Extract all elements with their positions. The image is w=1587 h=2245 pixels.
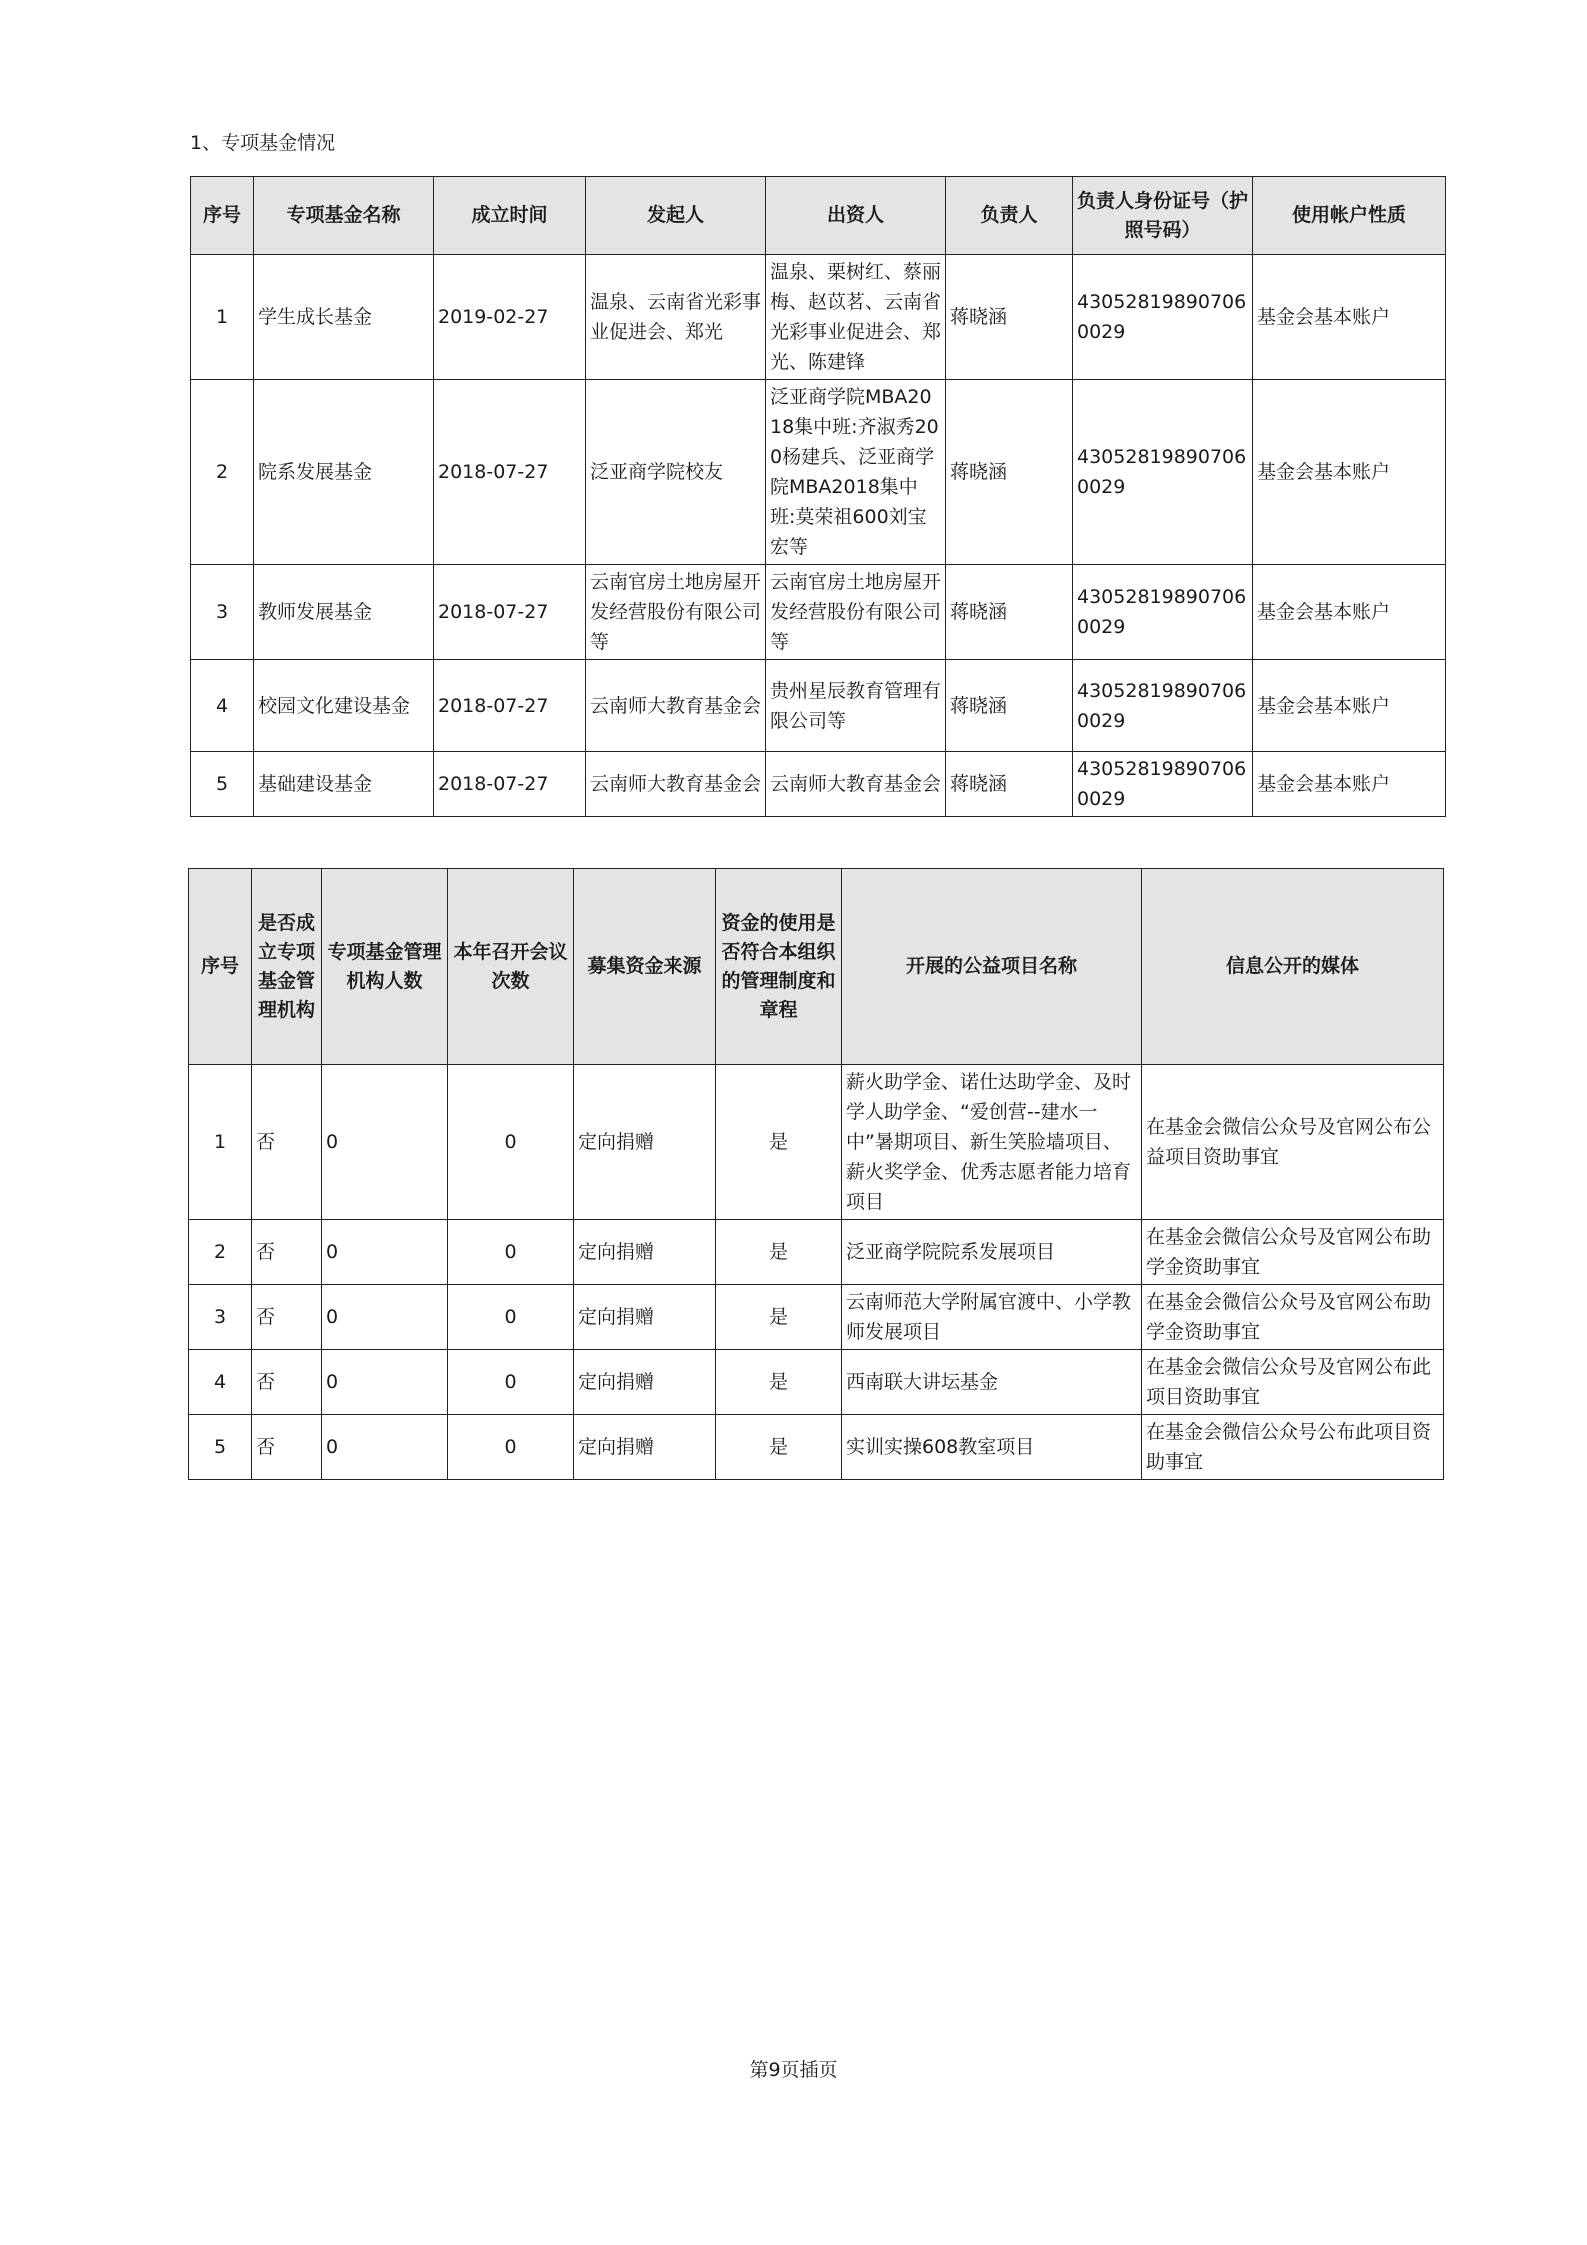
table-row: [191, 565, 1446, 660]
header-cell: 使用帐户性质: [1253, 177, 1446, 255]
table-cell: 云南师范大学附属官渡中、小学教师发展项目: [842, 1285, 1142, 1350]
table-cell: 1: [189, 1065, 252, 1220]
table-cell: 校园文化建设基金: [254, 660, 434, 752]
header-cell: 出资人: [766, 177, 946, 255]
header-cell: 负责人身份证号（护照号码）: [1073, 177, 1253, 255]
table-cell: 定向捐赠: [574, 1220, 716, 1285]
table-cell: 泛亚商学院MBA2018集中班:齐淑秀200杨建兵、泛亚商学院MBA2018集中班:莫荣祖600刘宝宏等: [766, 380, 946, 565]
header-cell: 是否成立专项基金管理机构: [252, 869, 322, 1065]
table-cell: 泛亚商学院院系发展项目: [842, 1220, 1142, 1285]
table-cell: 430528198907060029: [1073, 255, 1253, 380]
table-cell: 是: [716, 1285, 842, 1350]
table-cell: 430528198907060029: [1073, 752, 1253, 817]
table-cell: 云南师大教育基金会: [586, 660, 766, 752]
table-cell: 定向捐赠: [574, 1350, 716, 1415]
table-row: [189, 1350, 1444, 1415]
table-cell: 基金会基本账户: [1253, 255, 1446, 380]
table-cell: 2018-07-27: [434, 752, 586, 817]
header-cell: 序号: [191, 177, 254, 255]
table-row: [189, 1415, 1444, 1480]
table-cell: 0: [322, 1415, 448, 1480]
header-cell: 负责人: [946, 177, 1073, 255]
table-cell: 泛亚商学院校友: [586, 380, 766, 565]
table-cell: 430528198907060029: [1073, 380, 1253, 565]
table-cell: 是: [716, 1220, 842, 1285]
table-cell: 教师发展基金: [254, 565, 434, 660]
table-cell: 薪火助学金、诺仕达助学金、及时学人助学金、“爱创营--建水一中”暑期项目、新生笑脸墙项目、薪火奖学金、优秀志愿者能力培育项目: [842, 1065, 1142, 1220]
table-cell: 否: [252, 1350, 322, 1415]
table-cell: 贵州星辰教育管理有限公司等: [766, 660, 946, 752]
table-cell: 0: [448, 1415, 574, 1480]
table-cell: 0: [322, 1220, 448, 1285]
table-cell: 2018-07-27: [434, 380, 586, 565]
table-cell: 在基金会微信公众号及官网公布此项目资助事宜: [1142, 1350, 1444, 1415]
table-cell: 西南联大讲坛基金: [842, 1350, 1142, 1415]
table-cell: 基金会基本账户: [1253, 752, 1446, 817]
section-title: 1、专项基金情况: [190, 132, 336, 154]
table-row: [191, 660, 1446, 752]
table-cell: 在基金会微信公众号及官网公布助学金资助事宜: [1142, 1220, 1444, 1285]
table-cell: 蒋晓涵: [946, 380, 1073, 565]
table-row: [191, 380, 1446, 565]
table-cell: 0: [322, 1065, 448, 1220]
table-cell: 否: [252, 1415, 322, 1480]
table-cell: 云南官房土地房屋开发经营股份有限公司等: [586, 565, 766, 660]
header-cell: 信息公开的媒体: [1142, 869, 1444, 1065]
table-cell: 0: [448, 1220, 574, 1285]
table-cell: 温泉、云南省光彩事业促进会、郑光: [586, 255, 766, 380]
table-cell: 定向捐赠: [574, 1415, 716, 1480]
table-cell: 否: [252, 1065, 322, 1220]
header-cell: 序号: [189, 869, 252, 1065]
table-cell: 0: [322, 1285, 448, 1350]
table-cell: 学生成长基金: [254, 255, 434, 380]
table-cell: 430528198907060029: [1073, 565, 1253, 660]
page-footer: 第9页插页: [749, 2059, 838, 2081]
table-cell: 2018-07-27: [434, 565, 586, 660]
table-cell: 蒋晓涵: [946, 255, 1073, 380]
header-cell: 本年召开会议次数: [448, 869, 574, 1065]
table-row: [191, 752, 1446, 817]
table-cell: 基金会基本账户: [1253, 380, 1446, 565]
table-cell: 在基金会微信公众号及官网公布公益项目资助事宜: [1142, 1065, 1444, 1220]
table-cell: 5: [191, 752, 254, 817]
table-cell: 云南师大教育基金会: [766, 752, 946, 817]
table-cell: 1: [191, 255, 254, 380]
table-cell: 0: [448, 1285, 574, 1350]
table-cell: 基础建设基金: [254, 752, 434, 817]
table-row: [189, 1065, 1444, 1220]
table-cell: 430528198907060029: [1073, 660, 1253, 752]
table-cell: 基金会基本账户: [1253, 660, 1446, 752]
table-cell: 云南师大教育基金会: [586, 752, 766, 817]
table-cell: 是: [716, 1415, 842, 1480]
header-cell: 专项基金管理机构人数: [322, 869, 448, 1065]
header-cell: 发起人: [586, 177, 766, 255]
table-row: [191, 255, 1446, 380]
table-cell: 定向捐赠: [574, 1285, 716, 1350]
table-cell: 实训实操608教室项目: [842, 1415, 1142, 1480]
table-cell: 2018-07-27: [434, 660, 586, 752]
table-cell: 蒋晓涵: [946, 752, 1073, 817]
table-cell: 是: [716, 1065, 842, 1220]
header-cell: 成立时间: [434, 177, 586, 255]
table-cell: 5: [189, 1415, 252, 1480]
table-cell: 院系发展基金: [254, 380, 434, 565]
table-cell: 3: [191, 565, 254, 660]
table-cell: 蒋晓涵: [946, 660, 1073, 752]
table-row: [189, 1285, 1444, 1350]
table-cell: 0: [448, 1065, 574, 1220]
table-header-row: [189, 869, 1444, 1065]
table-cell: 2019-02-27: [434, 255, 586, 380]
fund-management-table: [188, 868, 1444, 1480]
table-cell: 是: [716, 1350, 842, 1415]
table-cell: 云南官房土地房屋开发经营股份有限公司等: [766, 565, 946, 660]
table-cell: 温泉、栗树红、蔡丽梅、赵苡茗、云南省光彩事业促进会、郑光、陈建锋: [766, 255, 946, 380]
table-cell: 4: [189, 1350, 252, 1415]
table-cell: 2: [189, 1220, 252, 1285]
table-cell: 否: [252, 1220, 322, 1285]
header-cell: 募集资金来源: [574, 869, 716, 1065]
table-cell: 在基金会微信公众号及官网公布助学金资助事宜: [1142, 1285, 1444, 1350]
table-header-row: [191, 177, 1446, 255]
table-row: [189, 1220, 1444, 1285]
table-cell: 2: [191, 380, 254, 565]
header-cell: 专项基金名称: [254, 177, 434, 255]
table-cell: 0: [448, 1350, 574, 1415]
table-cell: 基金会基本账户: [1253, 565, 1446, 660]
table-cell: 4: [191, 660, 254, 752]
table-cell: 否: [252, 1285, 322, 1350]
table-cell: 3: [189, 1285, 252, 1350]
table-cell: 定向捐赠: [574, 1065, 716, 1220]
table-cell: 在基金会微信公众号公布此项目资助事宜: [1142, 1415, 1444, 1480]
table-cell: 0: [322, 1350, 448, 1415]
header-cell: 开展的公益项目名称: [842, 869, 1142, 1065]
special-fund-table: [190, 176, 1446, 817]
table-cell: 蒋晓涵: [946, 565, 1073, 660]
header-cell: 资金的使用是否符合本组织的管理制度和章程: [716, 869, 842, 1065]
